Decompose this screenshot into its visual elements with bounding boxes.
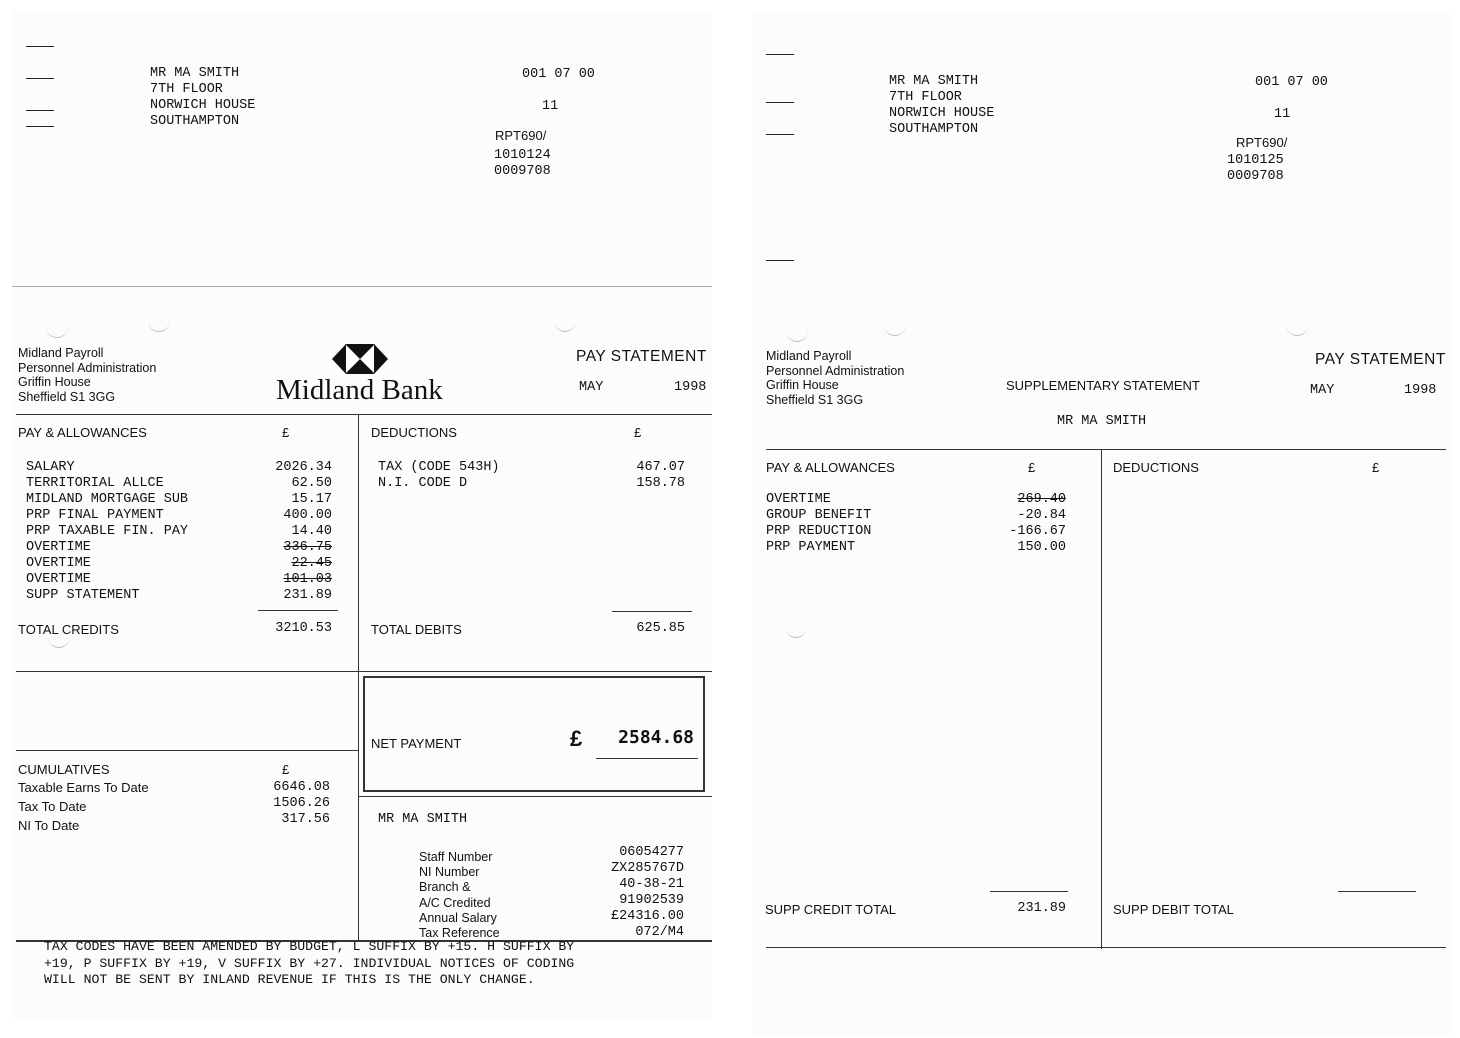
reference-line: 0009708 <box>1227 169 1284 184</box>
column-divider <box>358 414 359 940</box>
pay-item-value: 15.17 <box>291 492 332 507</box>
pay-labels <box>766 492 871 556</box>
margin-mark <box>766 134 794 135</box>
employee-field-label: NI Number <box>419 865 480 880</box>
subtotal-rule <box>990 891 1068 892</box>
address-line: 7TH FLOOR <box>150 82 223 97</box>
address-line: MR MA SMITH <box>150 66 240 81</box>
pay-item-label: OVERTIME <box>26 556 91 571</box>
pay-item-label: PRP FINAL PAYMENT <box>26 508 164 523</box>
employee-field-value: £24316.00 <box>611 909 684 924</box>
address-line: 7TH FLOOR <box>889 90 962 105</box>
notice-line: WILL NOT BE SENT BY INLAND REVENUE IF THIS IS THE ONLY CHANGE. <box>44 972 535 987</box>
pay-labels <box>26 460 188 604</box>
supp-credit-total-value: 231.89 <box>1017 901 1066 916</box>
pay-allowances-header: PAY & ALLOWANCES <box>766 460 895 475</box>
divider <box>16 750 358 751</box>
margin-mark <box>766 102 794 103</box>
employee-field-value: ZX285767D <box>611 861 684 876</box>
pay-statement-main <box>12 10 712 1020</box>
divider <box>16 671 712 672</box>
employee-field-label: Staff Number <box>419 850 493 864</box>
sender-line: Griffin House <box>766 378 839 392</box>
employee-field-value: 06054277 <box>619 845 684 860</box>
statement-month: MAY <box>579 380 604 395</box>
deduction-labels <box>378 460 500 492</box>
sender-line: Sheffield S1 3GG <box>18 389 116 404</box>
punch-hole <box>786 330 808 342</box>
pay-item-label: PRP PAYMENT <box>766 540 856 555</box>
employee-field-value: 072/M4 <box>635 925 684 940</box>
total-credits-value: 3210.53 <box>275 621 332 636</box>
pay-item-value: 150.00 <box>1017 540 1066 555</box>
perforation-line <box>12 286 712 287</box>
pay-item-label: SALARY <box>26 460 75 475</box>
deduction-item-label: N.I. CODE D <box>378 476 468 491</box>
punch-hole <box>48 636 70 648</box>
net-payment-value: 2584.68 <box>618 727 694 748</box>
currency-symbol: £ <box>282 425 290 440</box>
statement-title: PAY STATEMENT <box>1315 351 1446 368</box>
punch-hole <box>554 320 576 332</box>
cumulative-labels <box>18 780 149 837</box>
cumulative-label: NI To Date <box>18 818 80 833</box>
divider <box>16 414 712 415</box>
sender-address <box>766 349 904 407</box>
margin-mark <box>26 110 54 111</box>
cumulative-value: 317.56 <box>281 812 330 827</box>
column-divider <box>1101 449 1102 949</box>
employee-field-label: Annual Salary <box>419 910 497 925</box>
net-currency-symbol: £ <box>570 726 583 751</box>
sender-line: Personnel Administration <box>766 363 905 378</box>
divider <box>766 947 1446 948</box>
margin-mark <box>26 126 54 127</box>
employee-name: MR MA SMITH <box>378 812 468 827</box>
pay-item-label: MIDLAND MORTGAGE SUB <box>26 492 189 507</box>
employee-field-labels <box>419 850 500 941</box>
subtotal-rule <box>1338 891 1416 892</box>
recipient-address <box>150 66 255 130</box>
cumulative-value: 6646.08 <box>273 780 330 795</box>
total-credits-label: TOTAL CREDITS <box>18 622 119 637</box>
deductions-header: DEDUCTIONS <box>371 425 457 440</box>
pay-item-label: SUPP STATEMENT <box>26 588 140 603</box>
total-debits-label: TOTAL DEBITS <box>371 622 462 637</box>
deduction-item-value: 467.07 <box>636 460 685 475</box>
cumulative-values <box>230 780 330 828</box>
pay-item-value: 231.89 <box>283 588 332 603</box>
pay-item-label: PRP TAXABLE FIN. PAY <box>26 524 189 539</box>
supp-credit-total-label: SUPP CREDIT TOTAL <box>765 902 897 917</box>
reference-line: 1010125 <box>1227 153 1284 168</box>
pay-values <box>232 460 332 604</box>
sender-line: Sheffield S1 3GG <box>766 392 864 407</box>
reference-line: 0009708 <box>494 164 551 179</box>
total-debits-value: 625.85 <box>636 621 685 636</box>
punch-hole <box>884 324 906 336</box>
employee-field-values <box>564 845 684 941</box>
notice-line: +19, P SUFFIX BY +19, V SUFFIX BY +27. INDIVIDUAL NOTICES OF CODING <box>44 955 575 971</box>
pay-allowances-header: PAY & ALLOWANCES <box>18 425 147 440</box>
supp-debit-total-label: SUPP DEBIT TOTAL <box>1113 902 1234 917</box>
pay-item-label: OVERTIME <box>26 572 91 587</box>
pay-item-value-struck: 269.40 <box>1017 492 1066 507</box>
address-line: SOUTHAMPTON <box>889 122 979 137</box>
pay-item-value: 14.40 <box>291 524 332 539</box>
sender-line: Midland Payroll <box>766 349 852 363</box>
reference-code: 001 07 00 <box>522 67 595 82</box>
deductions-header: DEDUCTIONS <box>1113 460 1199 475</box>
punch-hole <box>46 326 68 338</box>
supplementary-label: SUPPLEMENTARY STATEMENT <box>1006 378 1200 393</box>
margin-mark <box>766 54 794 55</box>
pay-item-value-struck: 22.45 <box>291 556 332 571</box>
employee-field-label: Branch & <box>419 880 471 895</box>
sender-address <box>18 346 156 404</box>
sender-line: Midland Payroll <box>18 346 104 360</box>
net-payment-label: NET PAYMENT <box>371 736 462 751</box>
pay-item-label: TERRITORIAL ALLCE <box>26 476 164 491</box>
divider <box>358 796 712 797</box>
statement-year: 1998 <box>1404 383 1437 398</box>
report-code: RPT690/ <box>495 128 547 143</box>
pay-item-value: -20.84 <box>1017 508 1066 523</box>
statement-title: PAY STATEMENT <box>576 348 707 365</box>
employee-field-value: 91902539 <box>619 893 684 908</box>
reference-line: 1010124 <box>494 148 551 163</box>
recipient-address <box>889 74 994 138</box>
pay-item-value: -166.67 <box>1009 524 1066 539</box>
brand-name: Midland Bank <box>276 374 443 406</box>
margin-mark <box>766 260 794 261</box>
sender-line: Personnel Administration <box>18 360 157 375</box>
pay-item-label: OVERTIME <box>26 540 91 555</box>
address-line: MR MA SMITH <box>889 74 979 89</box>
punch-hole <box>785 626 807 638</box>
employee-name: MR MA SMITH <box>1057 414 1147 429</box>
report-code: RPT690/ <box>1236 135 1288 150</box>
address-line: NORWICH HOUSE <box>150 98 256 113</box>
currency-symbol: £ <box>634 425 642 440</box>
pay-values <box>966 492 1066 556</box>
pay-item-label: GROUP BENEFIT <box>766 508 872 523</box>
pay-item-label: OVERTIME <box>766 492 831 507</box>
cumulative-label: Tax To Date <box>18 799 87 814</box>
punch-hole <box>148 320 170 332</box>
reference-number: 11 <box>1274 107 1291 122</box>
punch-hole <box>1286 324 1308 336</box>
divider <box>766 449 1446 450</box>
pay-item-value: 2026.34 <box>275 460 332 475</box>
margin-mark <box>26 46 54 47</box>
pay-item-label: PRP REDUCTION <box>766 524 872 539</box>
net-underline <box>596 758 698 759</box>
supplementary-statement <box>752 14 1452 1034</box>
reference-code: 001 07 00 <box>1255 75 1328 90</box>
cumulatives-header: CUMULATIVES <box>18 762 110 777</box>
address-line: SOUTHAMPTON <box>150 114 240 129</box>
pay-item-value-struck: 101.03 <box>283 572 332 587</box>
deduction-item-value: 158.78 <box>636 476 685 491</box>
pay-item-value-struck: 336.75 <box>283 540 332 555</box>
reference-number: 11 <box>542 99 559 114</box>
currency-symbol: £ <box>1028 460 1036 475</box>
cumulative-label: Taxable Earns To Date <box>18 780 149 795</box>
subtotal-rule <box>258 610 338 611</box>
statement-year: 1998 <box>674 380 707 395</box>
employee-field-value: 40-38-21 <box>619 877 684 892</box>
pay-item-value: 400.00 <box>283 508 332 523</box>
employee-field-label: A/C Credited <box>419 895 491 910</box>
employee-field-label: Tax Reference <box>419 925 500 940</box>
address-line: NORWICH HOUSE <box>889 106 995 121</box>
subtotal-rule <box>612 611 692 612</box>
margin-mark <box>26 78 54 79</box>
hexagon-logo-icon <box>332 344 388 374</box>
pay-item-value: 62.50 <box>291 476 332 491</box>
deduction-values <box>585 460 685 492</box>
tax-code-notice <box>44 939 574 989</box>
deduction-item-label: TAX (CODE 543H) <box>378 460 500 475</box>
cumulative-value: 1506.26 <box>273 796 330 811</box>
sender-line: Griffin House <box>18 375 91 389</box>
notice-line: TAX CODES HAVE BEEN AMENDED BY BUDGET, L SUFFIX BY +15. H SUFFIX BY <box>44 939 575 954</box>
statement-month: MAY <box>1310 383 1335 398</box>
currency-symbol: £ <box>282 762 290 777</box>
currency-symbol: £ <box>1372 460 1380 475</box>
